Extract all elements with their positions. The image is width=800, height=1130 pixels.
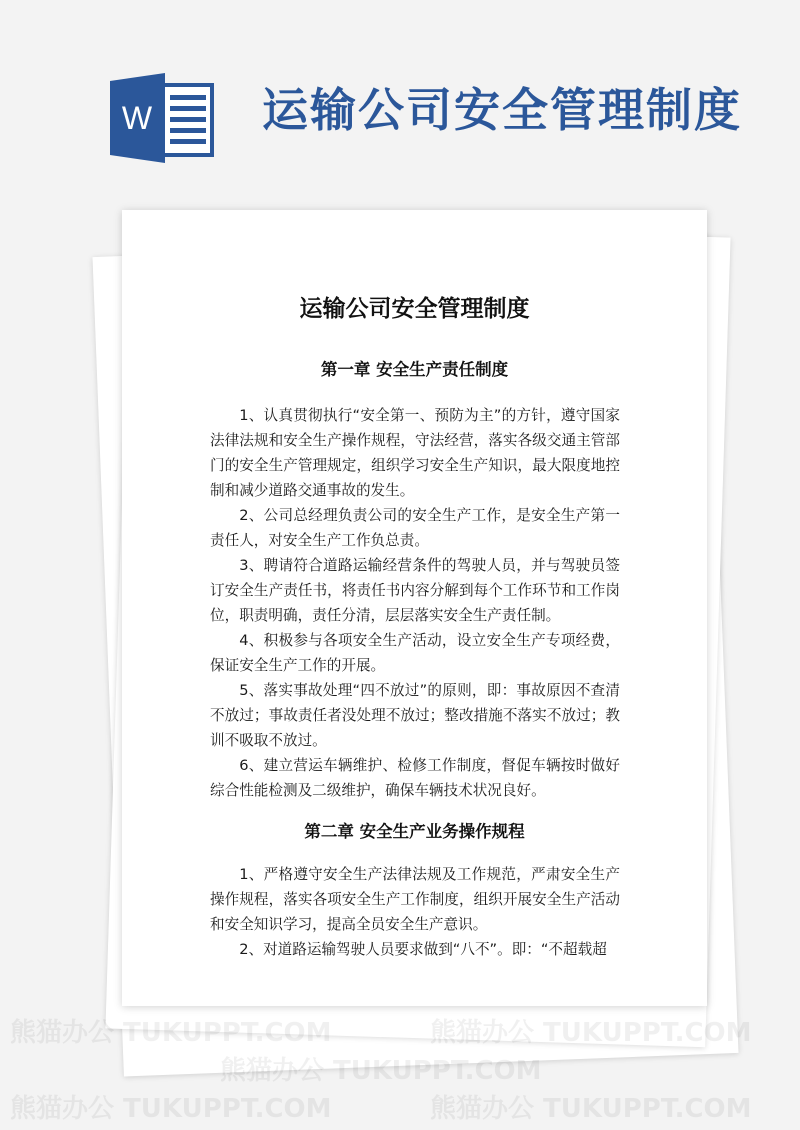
paragraph: 6、建立营运车辆维护、检修工作制度，督促车辆按时做好综合性能检测及二级维护，确保车辆技术状况良好。 <box>210 757 620 799</box>
svg-text:W: W <box>121 100 153 136</box>
watermark: 熊猫办公 TUKUPPT.COM <box>220 1056 542 1086</box>
paragraph: 2、公司总经理负责公司的安全生产工作，是安全生产第一责任人，对安全生产工作负总责。 <box>210 507 620 549</box>
paragraph: 4、积极参与各项安全生产活动，设立安全生产专项经费，保证安全生产工作的开展。 <box>210 632 620 674</box>
word-icon <box>110 73 215 163</box>
document-title: 运输公司安全管理制度 <box>299 296 530 322</box>
paragraph: 5、落实事故处理“四不放过”的原则，即：事故原因不查清不放过；事故责任者没处理不放过；整改措施不落实不放过；教训不吸取不放过。 <box>210 682 620 749</box>
chapter-body <box>210 862 620 962</box>
header-title: 运输公司安全管理制度 <box>262 83 742 137</box>
paragraph: 1、严格遵守安全生产法律法规及工作规范，严肃安全生产操作规程，落实各项安全生产工作制度，组织开展安全生产活动和安全知识学习，提高全员安全生产意识。 <box>210 866 620 933</box>
chapter-heading: 第二章 安全生产业务操作规程 <box>304 822 525 841</box>
watermark: 熊猫办公 <box>10 1018 115 1048</box>
document-page <box>122 210 707 1006</box>
header <box>0 0 800 200</box>
paragraph: 3、聘请符合道路运输经营条件的驾驶人员，并与驾驶员签订安全生产责任书，将责任书内容分解到每个工作环节和工作岗位，职责明确，责任分清，层层落实安全生产责任制。 <box>210 557 620 624</box>
chapter-body <box>210 403 620 803</box>
paragraph: 2、对道路运输驾驶人员要求做到“八不”。即：“不超载超 <box>239 941 607 958</box>
watermark: 熊猫办公 TUKUPPT.COM <box>10 1094 332 1124</box>
watermark: 熊猫办公 TUKUPPT.COM <box>430 1094 752 1124</box>
chapter-heading: 第一章 安全生产责任制度 <box>320 360 509 379</box>
paragraph: 1、认真贯彻执行“安全第一、预防为主”的方针，遵守国家法律法规和安全生产操作规程，守法经营，落实各级交通主管部门的安全生产管理规定，组织学习安全生产知识，最大限度地控制和减少道路交通事故的发生。 <box>210 407 620 499</box>
